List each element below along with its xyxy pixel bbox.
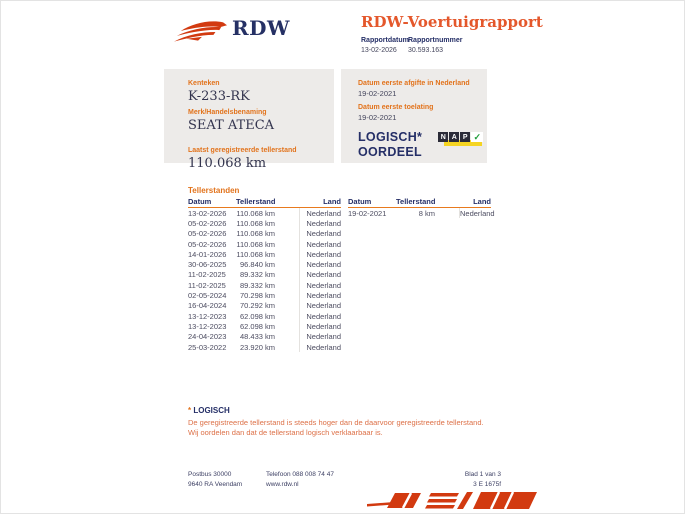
report-number-field (408, 37, 462, 54)
table-cell: Nederland (306, 249, 341, 259)
kenteken-value: K-233-RK (188, 89, 250, 104)
table-header-row (188, 197, 341, 208)
footer-contact (266, 470, 334, 489)
footnote-title-text: LOGISCH (193, 406, 230, 415)
registration-dates-panel (341, 69, 487, 163)
table-row (188, 280, 341, 290)
report-number-label: Rapportnummer (408, 37, 463, 44)
column-header-land: Land (323, 197, 341, 206)
table-cell: 11-02-2025 (188, 270, 226, 280)
table-body (348, 208, 495, 218)
table-cell: Nederland (306, 239, 341, 249)
table-cell: 89.332 km (236, 280, 300, 290)
nap-letter-a: A (449, 132, 459, 142)
table-cell: 62.098 km (236, 311, 300, 321)
table-cell: 13-12-2023 (188, 311, 227, 321)
footer-address (188, 470, 242, 489)
afgifte-value: 19-02-2021 (358, 89, 397, 98)
nap-checkmark-icon: ✓ (471, 132, 483, 142)
report-date-field (361, 37, 409, 54)
table-cell: 24-04-2023 (188, 332, 227, 342)
table-cell: Nederland (306, 229, 341, 239)
table-cell: Nederland (306, 321, 341, 331)
merk-value: SEAT ATECA (188, 118, 275, 133)
table-cell: 110.068 km (236, 239, 300, 249)
table-cell: Nederland (306, 342, 341, 352)
laatste-tellerstand-value: 110.068 km (188, 156, 267, 171)
nap-letters (438, 132, 483, 142)
footnote-body: De geregistreerde tellerstand is steeds hoger dan de daarvoor geregistreerde tellerstand. Wij oordelen dan dat de tellerstand logisch verklaarbaar is. (188, 418, 484, 437)
table-cell: 13-12-2023 (188, 321, 227, 331)
table-header-row (348, 197, 491, 208)
verdict-line1: LOGISCH* (358, 130, 423, 144)
page-title: RDW-Voertuigrapport (361, 13, 543, 31)
kenteken-label: Kenteken (188, 80, 220, 87)
report-number-value: 30.593.163 (408, 47, 444, 54)
table-cell: 70.298 km (236, 290, 300, 300)
table-cell: 30-06-2025 (188, 260, 227, 270)
table-row (188, 249, 341, 259)
table-cell: Nederland (306, 280, 341, 290)
table-row (188, 229, 341, 239)
column-header-datum: Datum (348, 197, 372, 206)
footer-city: 9640 RA Veendam (188, 480, 243, 488)
verdict-row (358, 130, 487, 160)
table-row (348, 208, 495, 218)
verdict-text (358, 130, 422, 160)
table-body (188, 208, 341, 352)
table-cell: Nederland (306, 270, 341, 280)
rdw-wing-logo-icon (173, 17, 227, 47)
tellerstanden-table-right (348, 197, 495, 218)
table-cell: 14-01-2026 (188, 249, 227, 259)
table-cell: Nederland (460, 208, 495, 218)
table-cell: 62.098 km (236, 321, 300, 331)
table-cell: 23.920 km (236, 342, 300, 352)
merk-label: Merk/Handelsbenaming (188, 109, 267, 116)
toelating-value: 19-02-2021 (358, 113, 397, 122)
nap-letter-n: N (438, 132, 448, 142)
table-cell: 96.840 km (236, 259, 300, 269)
table-row (188, 259, 341, 269)
table-cell: Nederland (306, 301, 341, 311)
table-cell: 110.068 km (236, 229, 300, 239)
table-cell: 02-05-2024 (188, 291, 227, 301)
table-cell: Nederland (306, 208, 341, 218)
nap-logo (438, 132, 487, 150)
table-cell: 05-02-2026 (188, 218, 227, 228)
table-row (188, 208, 341, 218)
laatste-tellerstand-block (188, 147, 334, 171)
table-row (188, 311, 341, 321)
table-row (188, 290, 341, 300)
vehicle-summary-panel (164, 69, 334, 171)
nap-letter-p: P (460, 132, 470, 142)
footnote-asterisk: * (188, 406, 194, 415)
table-cell: 110.068 km (236, 208, 300, 218)
footer-postbus: Postbus 30000 (188, 471, 232, 478)
footer-form-code: 3 E 1675f (473, 480, 501, 488)
table-cell: 11-02-2025 (188, 280, 226, 290)
column-header-tellerstand: Tellerstand (396, 197, 436, 206)
table-cell: 110.068 km (236, 218, 300, 228)
column-header-datum: Datum (188, 197, 212, 206)
table-cell: 110.068 km (236, 249, 300, 259)
toelating-label: Datum eerste toelating (358, 104, 434, 111)
tellerstanden-table-left (188, 197, 341, 352)
table-row (188, 332, 341, 342)
logisch-footnote (188, 406, 488, 438)
column-header-tellerstand: Tellerstand (236, 197, 276, 206)
table-cell: Nederland (306, 291, 341, 301)
footer-page-number: Blad 1 van 3 (464, 471, 501, 478)
table-row (188, 218, 341, 228)
table-cell: 19-02-2021 (348, 208, 387, 218)
rdw-swoosh-graphic-icon (359, 488, 547, 513)
footer-phone: Telefoon 088 008 74 47 (266, 471, 334, 478)
table-cell: 25-03-2022 (188, 342, 227, 352)
footer-website: www.rdw.nl (266, 480, 299, 488)
rdw-logo-text: RDW (232, 16, 290, 40)
table-cell: 48.433 km (236, 332, 300, 342)
table-cell: Nederland (306, 218, 341, 228)
table-cell: 05-02-2026 (188, 229, 227, 239)
footer-pageinfo (401, 470, 501, 489)
column-header-land: Land (473, 197, 491, 206)
table-cell: 16-04-2024 (188, 301, 227, 311)
table-cell: Nederland (306, 311, 341, 321)
table-cell: 13-02-2026 (188, 208, 227, 218)
table-row (188, 270, 341, 280)
table-cell: Nederland (306, 332, 341, 342)
verdict-line2: OORDEEL (358, 145, 422, 159)
report-date-value: 13-02-2026 (361, 47, 397, 54)
footnote-title (188, 406, 488, 415)
afgifte-label: Datum eerste afgifte in Nederland (358, 80, 470, 87)
table-cell: 8 km (396, 208, 460, 218)
table-row (188, 301, 341, 311)
table-cell: 70.292 km (236, 301, 300, 311)
table-row (188, 321, 341, 331)
table-cell: 05-02-2026 (188, 239, 227, 249)
table-cell: Nederland (306, 260, 341, 270)
tellerstanden-heading: Tellerstanden (188, 186, 240, 195)
report-date-label: Rapportdatum (361, 37, 409, 44)
table-cell: 89.332 km (236, 270, 300, 280)
laatste-tellerstand-label: Laatst geregistreerde tellerstand (188, 147, 297, 154)
table-row (188, 342, 341, 352)
table-row (188, 239, 341, 249)
